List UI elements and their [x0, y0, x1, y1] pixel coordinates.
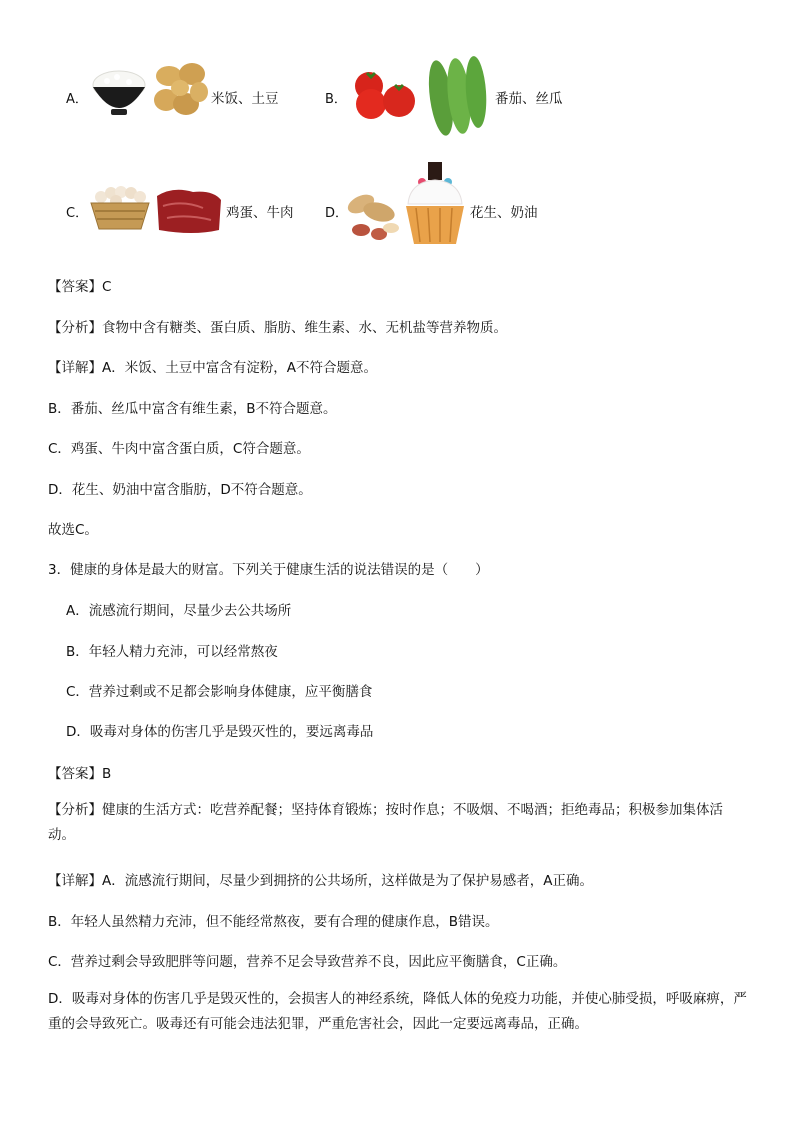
option-d-label: 花生、奶油: [470, 205, 538, 221]
beef-image: [153, 186, 223, 236]
peanuts-image: [345, 188, 403, 244]
q2-detail-a: 【详解】A．米饭、土豆中富含有淀粉，A不符合题意。: [48, 360, 377, 376]
option-c-label: 鸡蛋、牛肉: [226, 205, 294, 221]
option-a-label: 米饭、土豆: [211, 91, 279, 107]
q3-option-d: D．吸毒对身体的伤害几乎是毁灭性的，要远离毒品: [66, 724, 374, 740]
q3-stem: 3．健康的身体是最大的财富。下列关于健康生活的说法错误的是（ ）: [48, 562, 489, 578]
q3-analysis: 【分析】健康的生活方式：吃营养配餐；坚持体育锻炼；按时作息；不吸烟、不喝酒；拒绝毒品；积极参加集体活动。: [48, 802, 723, 843]
option-c-letter: C．: [66, 206, 89, 221]
q2-conclusion: 故选C。: [48, 522, 98, 538]
q3-detail-a: 【详解】A．流感流行期间，尽量少到拥挤的公共场所，这样做是为了保护易感者，A正确。: [48, 873, 593, 889]
q3-answer: 【答案】B: [48, 766, 112, 782]
q2-analysis: 【分析】食物中含有糖类、蛋白质、脂肪、维生素、水、无机盐等营养物质。: [48, 320, 507, 336]
option-a-letter: A．: [66, 92, 88, 107]
rice-bowl-image: [89, 63, 149, 121]
q2-detail-d: D．花生、奶油中富含脂肪，D不符合题意。: [48, 482, 312, 498]
luffa-gourds-image: [421, 50, 493, 140]
egg-basket-image: [89, 183, 151, 235]
q2-detail-b: B．番茄、丝瓜中富含有维生素，B不符合题意。: [48, 401, 337, 417]
q3-detail-d: D．吸毒对身体的伤害几乎是毁灭性的，会损害人的神经系统，降低人体的免疫力功能，并使心肺受损，呼吸麻痹，严重的会导致死亡。吸毒还有可能会违法犯罪，严重危害社会，因此一定要远离毒品，正确。: [48, 991, 747, 1032]
option-d-letter: D．: [325, 206, 349, 221]
cream-cupcake-image: [402, 160, 468, 248]
option-b-label: 番茄、丝瓜: [495, 91, 563, 107]
q2-answer: 【答案】C: [48, 279, 112, 295]
q3-option-a: A．流感流行期间，尽量少去公共场所: [66, 603, 292, 619]
q3-option-c: C．营养过剩或不足都会影响身体健康，应平衡膳食: [66, 684, 373, 700]
option-b-letter: B．: [325, 92, 347, 107]
q3-detail-c: C．营养过剩会导致肥胖等问题，营养不足会导致营养不良，因此应平衡膳食，C正确。: [48, 954, 567, 970]
potatoes-image: [152, 60, 210, 120]
tomatoes-image: [349, 70, 419, 122]
q2-detail-c: C．鸡蛋、牛肉中富含蛋白质，C符合题意。: [48, 441, 310, 457]
q3-detail-b: B．年轻人虽然精力充沛，但不能经常熬夜，要有合理的健康作息，B错误。: [48, 914, 499, 930]
q3-option-b: B．年轻人精力充沛，可以经常熬夜: [66, 644, 278, 660]
